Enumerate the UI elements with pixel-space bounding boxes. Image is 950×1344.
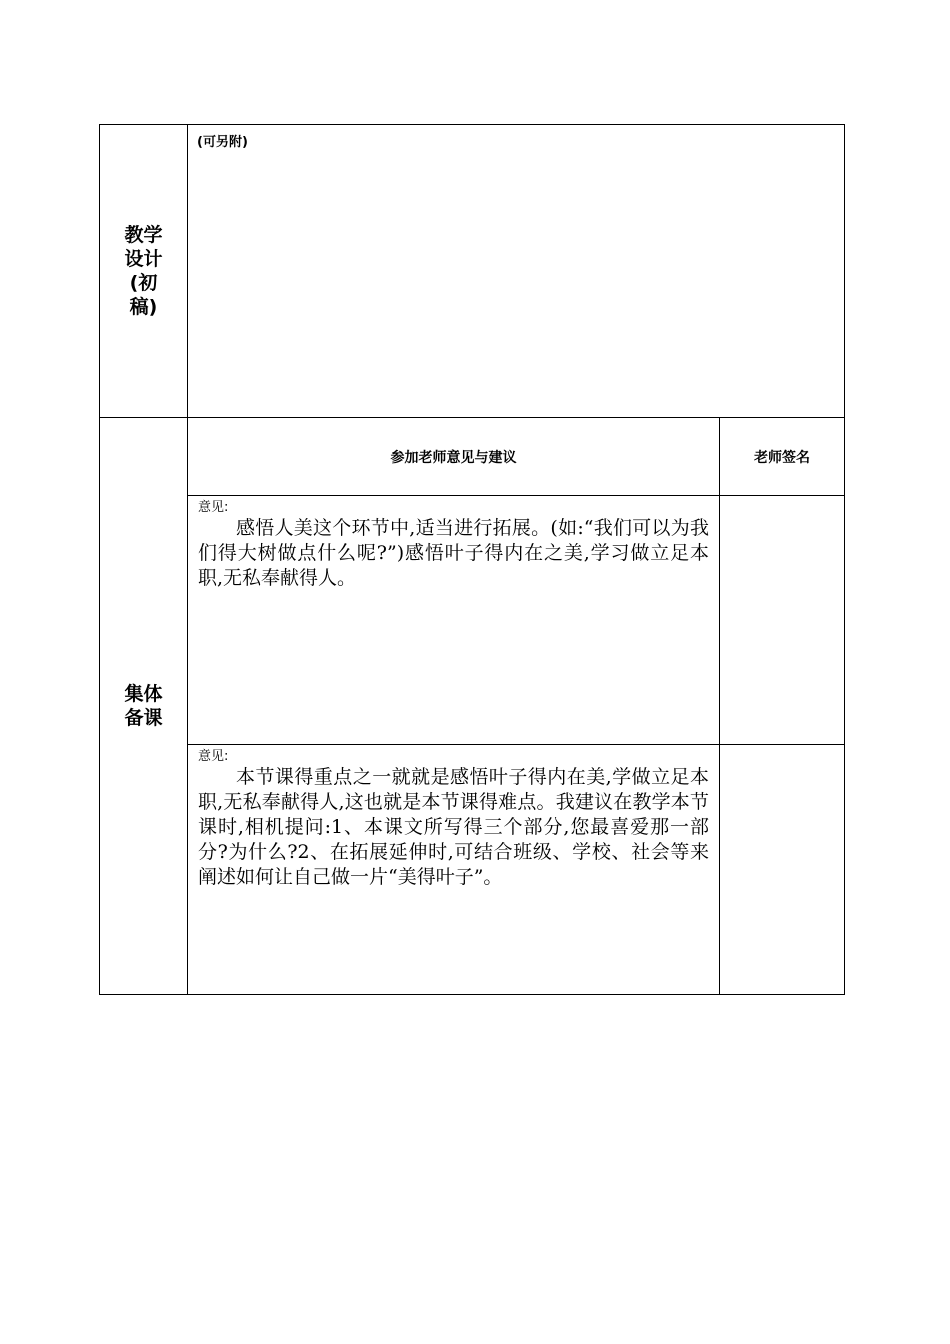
design-content-cell	[188, 125, 845, 418]
suggestions-header: 参加老师意见与建议	[188, 418, 720, 496]
opinion-cell-1	[188, 496, 720, 745]
opinion-text: 感悟人美这个环节中,适当进行拓展。(如:“我们可以为我们得大树做点什么呢?”)感悟叶子得内在之美,学习做立足本职,无私奉献得人。	[198, 517, 709, 589]
signature-cell-2	[720, 745, 845, 995]
design-label: 教学设计(初稿)	[124, 224, 163, 318]
lesson-plan-table	[99, 124, 845, 995]
lesson-prep-label-cell	[100, 418, 188, 995]
lesson-prep-label: 集体备课	[124, 683, 163, 729]
design-label-cell	[100, 125, 188, 418]
design-note: (可另附)	[197, 135, 248, 150]
signature-cell-1	[720, 496, 845, 745]
opinion-cell-2	[188, 745, 720, 995]
signature-header: 老师签名	[720, 418, 845, 496]
opinion-text: 本节课得重点之一就就是感悟叶子得内在美,学做立足本职,无私奉献得人,这也就是本节课得难点。我建议在教学本节课时,相机提问:1、本课文所写得三个部分,您最喜爱那一部分?为什么?2、在拓展延伸时,可结合班级、学校、社会等来阐述如何让自己做一片“美得叶子”。	[198, 766, 709, 888]
opinion-label: 意见:	[198, 749, 229, 764]
opinion-label: 意见:	[198, 500, 229, 515]
